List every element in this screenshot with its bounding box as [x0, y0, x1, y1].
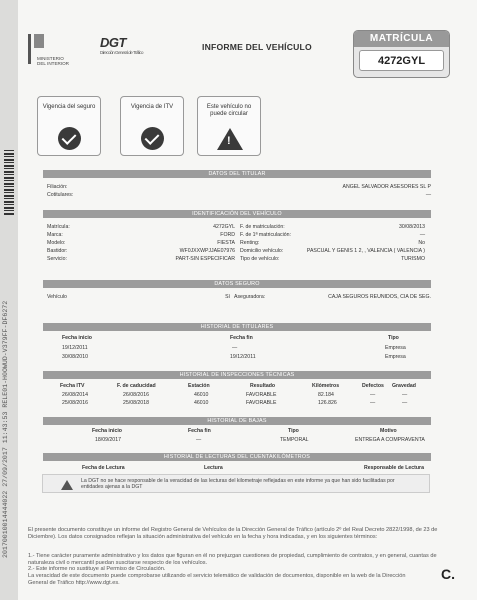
- table-cell: 26/08/2016: [123, 392, 149, 398]
- ministry-name: MINISTERIO DEL INTERIOR: [37, 55, 69, 66]
- insurer-label: Aseguradora:: [234, 294, 266, 300]
- page-title: INFORME DEL VEHÍCULO: [202, 42, 312, 52]
- column-header: Fecha fin: [188, 428, 211, 434]
- field-value: No: [418, 240, 425, 246]
- field-label: Marca:: [47, 232, 63, 238]
- notice-text: La DGT no se hace responsable de la veracidad de las lecturas del kilometraje reflejadas en este informe ya que han sido facilitadas por entidades ajenas a la DGT: [81, 478, 395, 490]
- verification-code: 20170010014444022 27/09/2017 11:43:53 RELE01-H0OWUD-V379FF-DF6272: [2, 300, 9, 558]
- insurance-vehicle-value: Sí: [225, 294, 230, 300]
- field-label: Bastidor:: [47, 248, 68, 254]
- field-value: TURISMO: [401, 256, 425, 262]
- warning-icon: [61, 480, 73, 490]
- column-header: Kilómetros: [312, 383, 340, 389]
- table-cell: 46010: [194, 400, 209, 406]
- section-header-vehicle: IDENTIFICACIÓN DEL VEHÍCULO: [43, 210, 431, 218]
- table-cell: 46010: [194, 392, 209, 398]
- section-header-cancellations: HISTORIAL DE BAJAS: [43, 417, 431, 425]
- plate-number: 4272GYL: [359, 50, 444, 71]
- section-header-titular: DATOS DEL TITULAR: [43, 170, 431, 178]
- table-cell: Empresa: [385, 345, 406, 351]
- legal-paragraph: El presente documento constituye un informe del Registro General de Vehículos de la Dirección General de Tráfico (artículo 2º del Real Decreto 2822/1998, de 23 de Diciembre). Los datos consignados reflejan la situación administrativa del vehículo en la fecha y hora indicadas, y en los siguientes términos:: [28, 527, 438, 540]
- column-header: Fecha de Lectura: [82, 465, 125, 471]
- table-cell: 126.826: [318, 400, 337, 406]
- cotitulares-label: Cotitulares:: [47, 192, 74, 198]
- table-cell: ENTREGA A COMPRAVENTA: [355, 437, 425, 443]
- coat-of-arms-icon: [34, 34, 44, 48]
- column-header: Responsable de Lectura: [364, 465, 424, 471]
- insurance-status-label: Vigencia del seguro: [42, 104, 96, 110]
- table-cell: —: [370, 392, 376, 398]
- column-header: Fecha ITV: [60, 383, 85, 389]
- insurance-vehicle-label: Vehículo: [47, 294, 67, 300]
- dgt-logo-text: DGT: [100, 35, 126, 50]
- table-cell: —: [402, 400, 408, 406]
- cotitulares-value: —: [425, 192, 431, 198]
- column-header: Gravedad: [392, 383, 416, 389]
- table-cell: Empresa: [385, 354, 406, 360]
- field-value: 4272GYL: [213, 224, 235, 230]
- section-header-insurance: DATOS SEGURO: [43, 280, 431, 288]
- legal-paragraph: 2.- Este informe no sustituye al Permiso de Circulación.: [28, 566, 166, 572]
- table-cell: TEMPORAL: [280, 437, 309, 443]
- dgt-subtitle: Dirección General de Tráfico: [100, 50, 144, 55]
- itv-status-box: [120, 96, 184, 156]
- field-label: Renting:: [240, 240, 260, 246]
- field-label: Domicilio vehículo:: [240, 248, 284, 254]
- field-label: Matrícula:: [47, 224, 70, 230]
- ministry-logo: [28, 34, 82, 64]
- table-cell: —: [402, 392, 408, 398]
- section-header-inspections: HISTORIAL DE INSPECCIONES TÉCNICAS: [43, 371, 431, 379]
- column-header: Fecha inicio: [92, 428, 122, 434]
- column-header: Motivo: [380, 428, 397, 434]
- table-cell: 30/08/2010: [62, 354, 88, 360]
- circulation-status-label: Este vehículo no puede circular: [206, 104, 252, 117]
- field-value: WF0JXXWPJJAE07976: [179, 248, 235, 254]
- legal-paragraph: 1.- Tiene carácter puramente administrativo y los datos que figuran en él no prejuzgan cuestiones de propiedad, cumplimiento de contratos, y en general, cuantas de naturaleza civil o mercantil puedan suscitarse respecto de los vehículos.: [28, 553, 437, 566]
- report-header: [28, 30, 448, 78]
- field-value: PART-SIN ESPECIFICAR: [175, 256, 235, 262]
- table-cell: 19/12/2011: [230, 354, 256, 360]
- column-header: Tipo: [388, 335, 399, 341]
- itv-status-label: Vigencia de ITV: [130, 104, 174, 110]
- filiacion-label: Filiación:: [47, 184, 68, 190]
- section-header-odometer: HISTORIAL DE LECTURAS DEL CUENTAKILÓMETROS: [43, 453, 431, 461]
- field-value: PASCUAL Y GENIS 1 2, , VALENCIA ( VALENCIA ): [306, 248, 425, 254]
- insurer-value: CAJA SEGUROS REUNIDOS, CIA DE SEG.: [328, 294, 431, 300]
- check-icon: [141, 127, 164, 150]
- column-header: Lectura: [204, 465, 223, 471]
- plate-box: [353, 30, 450, 78]
- circulation-status-box: Este vehículo no puede circular !: [197, 96, 261, 156]
- plate-label: MATRÍCULA: [354, 31, 449, 47]
- field-value: —: [419, 232, 425, 238]
- field-label: F. de 1ª matriculación:: [240, 232, 291, 238]
- field-label: Servicio:: [47, 256, 67, 262]
- table-cell: —: [232, 345, 238, 351]
- table-cell: —: [370, 400, 376, 406]
- section-header-owners: HISTORIAL DE TITULARES: [43, 323, 431, 331]
- column-header: Resultado: [250, 383, 276, 389]
- field-label: Tipo de vehículo:: [240, 256, 280, 262]
- table-cell: 25/08/2018: [123, 400, 149, 406]
- column-header: F. de caducidad: [117, 383, 156, 389]
- insurance-status-box: [37, 96, 101, 156]
- field-label: Modelo:: [47, 240, 66, 246]
- column-header: Defectos: [362, 383, 384, 389]
- filiacion-value: ANGEL SALVADOR ASESORES SL P: [342, 184, 431, 190]
- corner-mark: C.: [441, 566, 455, 582]
- column-header: Estación: [188, 383, 210, 389]
- table-cell: 25/08/2016: [62, 400, 88, 406]
- table-cell: FAVORABLE: [246, 392, 277, 398]
- field-value: 30/08/2013: [399, 224, 425, 230]
- table-cell: 18/09/2017: [95, 437, 121, 443]
- table-cell: 19/12/2011: [62, 345, 88, 351]
- table-cell: 26/08/2014: [62, 392, 88, 398]
- odometer-notice: [42, 474, 430, 493]
- check-icon: [58, 127, 81, 150]
- report-page: [18, 0, 477, 600]
- legal-paragraph: La veracidad de este documento puede comprobarse utilizando el servicio telemático de validación de documentos, disponible en la web de la Dirección General de Tráfico http://www.dgt.es.: [28, 573, 406, 586]
- column-header: Fecha fin: [230, 335, 253, 341]
- table-cell: 82.184: [318, 392, 334, 398]
- field-value: FORD: [220, 232, 235, 238]
- field-label: F. de matriculación:: [240, 224, 285, 230]
- field-value: FIESTA: [217, 240, 235, 246]
- dgt-logo: [100, 35, 143, 55]
- column-header: Tipo: [288, 428, 299, 434]
- table-cell: FAVORABLE: [246, 400, 277, 406]
- table-cell: —: [196, 437, 202, 443]
- column-header: Fecha inicio: [62, 335, 92, 341]
